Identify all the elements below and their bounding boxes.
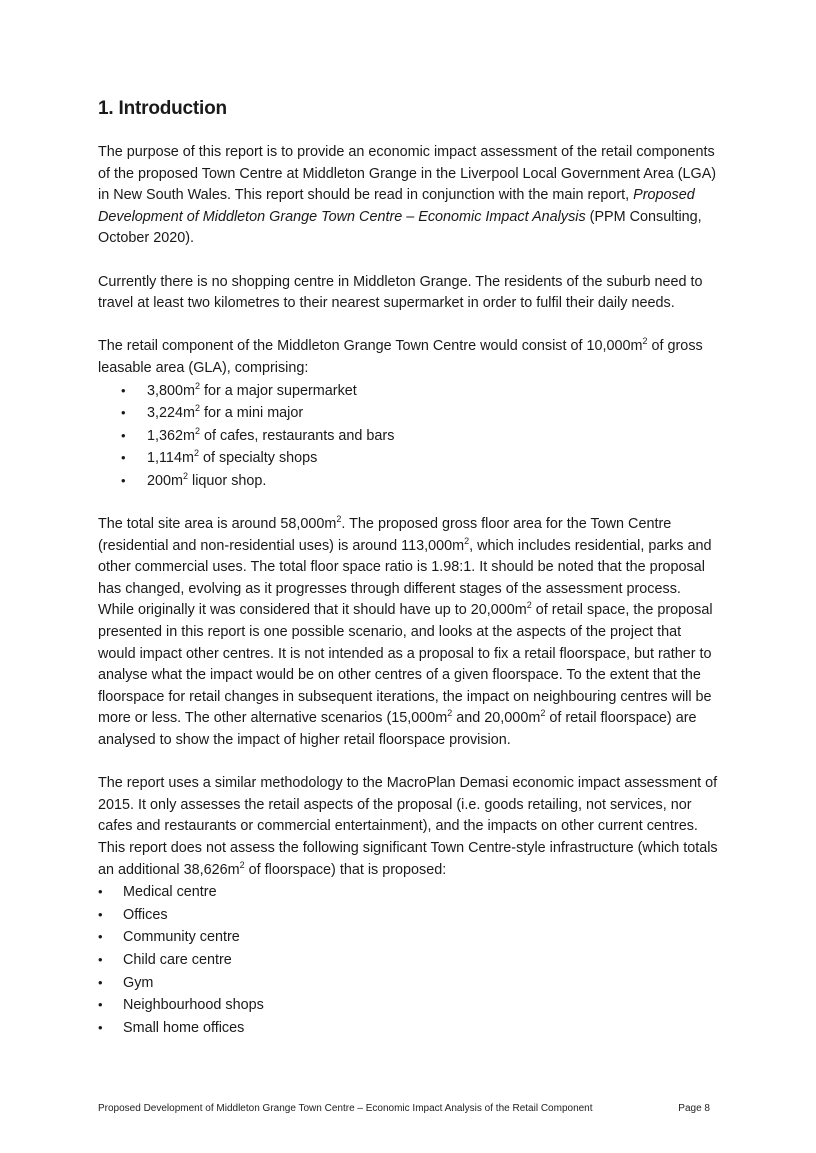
retail-breakdown-list [98,380,718,493]
list-item: • $1,114m^2$ of specialty shops [98,447,718,470]
list-item: • $1,362m^2$ of cafes, restaurants and bars [98,425,718,448]
bullet-icon: • [98,1019,103,1035]
list-item: • Medical centre [98,881,718,904]
intro-paragraph: The purpose of this report is to provide an economic impact assessment of the retail components of the proposed Town Centre at Middleton Grange in the Liverpool Local Government Area (LGA) in New South Wales. This report should be read in conjunction with the main report, Proposed Development of Middleton Grange Town Centre – Economic Impact Analysis (PPM Consulting, October 2020). [98,144,717,247]
methodology-paragraph: The report uses a similar methodology to the MacroPlan Demasi economic impact assessment of 2015. It only assesses the retail aspects of the proposal (i.e. goods retailing, not services, nor cafes and restaurants or commercial entertainment), and the impacts on other current centres. This report does not assess the following significant Town Centre-style infrastructure (which totals an additional $38,626m^2$ of floorspace) that is proposed: [98,775,718,878]
bullet-icon: • [98,974,103,990]
retail-component-paragraph: The retail component of the Middleton Grange Town Centre would consist of $10,000m^2$ of gross leasable area (GLA), comprising: [98,336,703,376]
list-item: • $3,800m^2$ for a major supermarket [98,380,718,403]
bullet-icon: • [98,906,103,922]
list-item: • Child care centre [98,949,718,972]
section-heading: 1. Introduction [98,98,227,119]
page-number: Page 8 [678,1103,710,1114]
list-item: • Community centre [98,926,718,949]
bullet-icon: • [121,472,126,488]
bullet-icon: • [121,405,126,421]
bullet-icon: • [98,884,103,900]
bullet-icon: • [98,951,103,967]
no-shopping-centre-paragraph: Currently there is no shopping centre in Middleton Grange. The residents of the suburb need to travel at least two kilometres to their nearest supermarket in order to fulfil their daily needs. [98,273,703,312]
list-item: • Offices [98,904,718,927]
document-page [98,98,718,1039]
infrastructure-list [98,881,718,1039]
bullet-icon: • [121,450,126,466]
bullet-icon: • [98,929,103,945]
list-item: • Gym [98,972,718,995]
site-area-paragraph: The total site area is around $58,000m^2$. The proposed gross floor area for the Town Centre (residential and non-residential uses) is around $113,000m^2$, which includes residential, parks and other commercial uses. The total floor space ratio is 1.98:1. It should be noted that the proposal has changed, evolving as it progresses through different stages of the assessment process. While originally it was considered that it should have up to $20,000m^2$ of retail space, the proposal presented in this report is one possible scenario, and looks at the aspects of the project that would impact other centres. It is not intended as a proposal to fix a retail floorspace, but rather to analyse what the impact would be on other centres of a given floorspace. To the extent that the floorspace for retail changes in subsequent iterations, the impact on neighbouring centres will be more or less. The other alternative scenarios ($15,000m^2$ and $20,000m^2$ of retail floorspace) are analysed to show the impact of higher retail floorspace provision. [98,514,713,749]
bullet-icon: • [121,427,126,443]
list-item: • $200m^2$ liquor shop. [98,470,718,493]
footer-document-title: Proposed Development of Middleton Grange Town Centre – Economic Impact Analysis of the Retail Component [98,1103,593,1114]
bullet-icon: • [121,382,126,398]
bullet-icon: • [98,997,103,1013]
list-item: • Neighbourhood shops [98,994,718,1017]
list-item: • Small home offices [98,1017,718,1040]
report-title-italic: Proposed Development of Middleton Grange Town Centre – Economic Impact Analysis [98,187,695,225]
list-item: • $3,224m^2$ for a mini major [98,402,718,425]
